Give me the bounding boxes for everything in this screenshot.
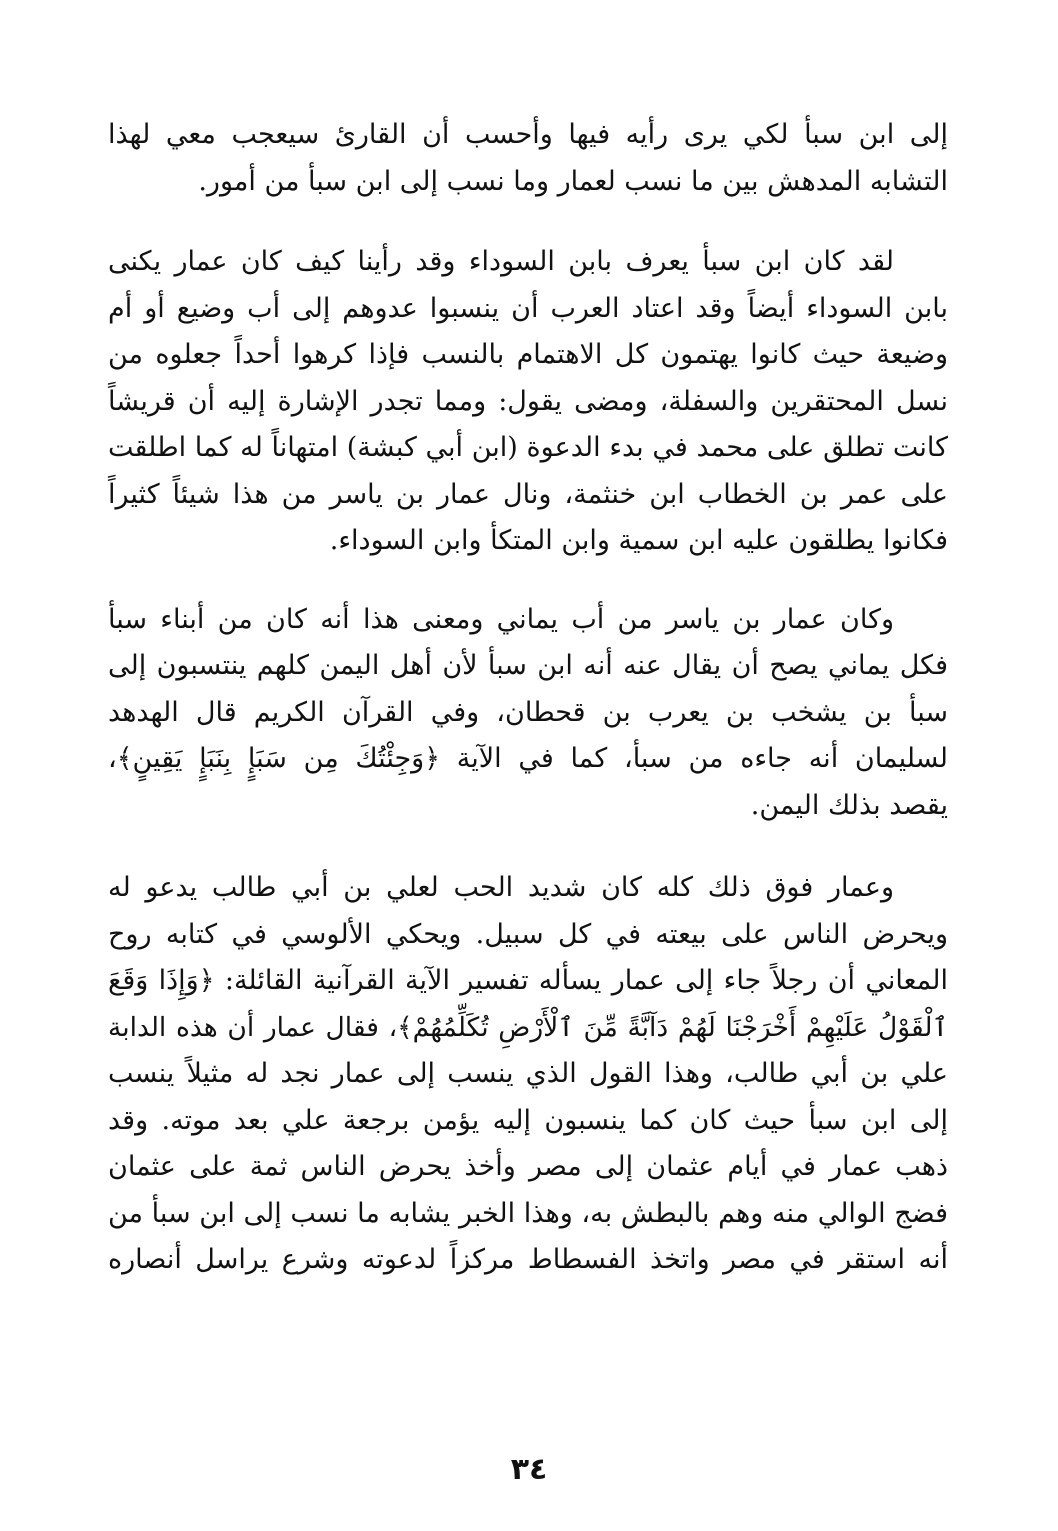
text-line-with-quran-verse: ٱلْقَوْلُ عَلَيْهِمْ أَخْرَجْنَا لَهُمْ دَآبَّةً مِّنَ ٱلْأَرْضِ تُكَلِّمُهُمْ﴾، فقال عمار أن هذه الدابة bbox=[108, 1011, 948, 1043]
document-page bbox=[108, 112, 948, 1492]
text-line-with-quran-verse: لسليمان أنه جاءه من سبأ، كما في الآية ﴿وَجِئْتُكَ مِن سَبَإٍ بِنَبَإٍ يَقِينٍ﴾، bbox=[108, 743, 948, 774]
text-line: ويحرض الناس على بيعته في كل سبيل. ويحكي الألوسي في كتابه روح bbox=[108, 918, 948, 950]
text-line: سبأ بن يشخب بن يعرب بن قحطان، وفي القرآن الكريم قال الهدهد bbox=[108, 696, 948, 728]
text-line: فضج الوالي منه وهم بالبطش به، وهذا الخبر يشابه ما نسب إلى ابن سبأ من bbox=[108, 1197, 948, 1229]
text-line: إلى ابن سبأ لكي يرى رأيه فيها وأحسب أن القارئ سيعجب معي لهذا bbox=[108, 119, 948, 150]
text-line: فكل يماني يصح أن يقال عنه أنه ابن سبأ لأن أهل اليمن كلهم ينتسبون إلى bbox=[108, 650, 948, 681]
text-line: كانت تطلق على محمد في بدء الدعوة (ابن أبي كبشة) امتهاناً له كما اطلقت bbox=[108, 432, 948, 463]
text-line: لقد كان ابن سبأ يعرف بابن السوداء وقد رأينا كيف كان عمار يكنى bbox=[108, 246, 894, 277]
text-line: ذهب عمار في أيام عثمان إلى مصر وأخذ يحرض الناس ثمة على عثمان bbox=[108, 1151, 948, 1182]
text-line: فكانوا يطلقون عليه ابن سمية وابن المتكأ وابن السوداء. bbox=[329, 525, 948, 556]
text-line: نسل المحتقرين والسفلة، ومضى يقول: ومما تجدر الإشارة إليه أن قريشاً bbox=[108, 385, 948, 417]
text-line: علي بن أبي طالب، وهذا القول الذي ينسب إلى عمار نجد له مثيلاً ينسب bbox=[108, 1058, 948, 1089]
text-line: أنه استقر في مصر واتخذ الفسطاط مركزاً لدعوته وشرع يراسل أنصاره bbox=[108, 1244, 948, 1275]
text-line: وضيعة حيث كانوا يهتمون كل الاهتمام بالنسب فإذا كرهوا أحداً جعلوه من bbox=[108, 339, 948, 370]
text-line: التشابه المدهش بين ما نسب لعمار وما نسب إلى ابن سبأ من أمور. bbox=[198, 165, 948, 197]
text-line-with-quran-verse: المعاني أن رجلاً جاء إلى عمار يسأله تفسير الآية القرآنية القائلة: ﴿وَإِذَا وَقَعَ bbox=[108, 965, 948, 996]
paragraph-1 bbox=[108, 112, 948, 205]
text-line: بابن السوداء أيضاً وقد اعتاد العرب أن ينسبوا عدوهم إلى أب وضيع أو أم bbox=[108, 292, 948, 324]
paragraph-4 bbox=[108, 865, 948, 1284]
text-line: على عمر بن الخطاب ابن خنثمة، ونال عمار بن ياسر من هذا شيئاً كثيراً bbox=[108, 478, 948, 510]
paragraph-3 bbox=[108, 597, 948, 830]
page-number: ٣٤ bbox=[510, 1452, 548, 1487]
paragraph-2 bbox=[108, 239, 948, 565]
text-line: يقصد بذلك اليمن. bbox=[750, 789, 948, 821]
text-line: إلى ابن سبأ حيث كان كما ينسبون إليه يؤمن برجعة علي بعد موته. وقد bbox=[108, 1104, 948, 1136]
text-line: وكان عمار بن ياسر من أب يماني ومعنى هذا أنه كان من أبناء سبأ bbox=[108, 603, 894, 635]
text-line: وعمار فوق ذلك كله كان شديد الحب لعلي بن أبي طالب يدعو له bbox=[108, 872, 894, 903]
